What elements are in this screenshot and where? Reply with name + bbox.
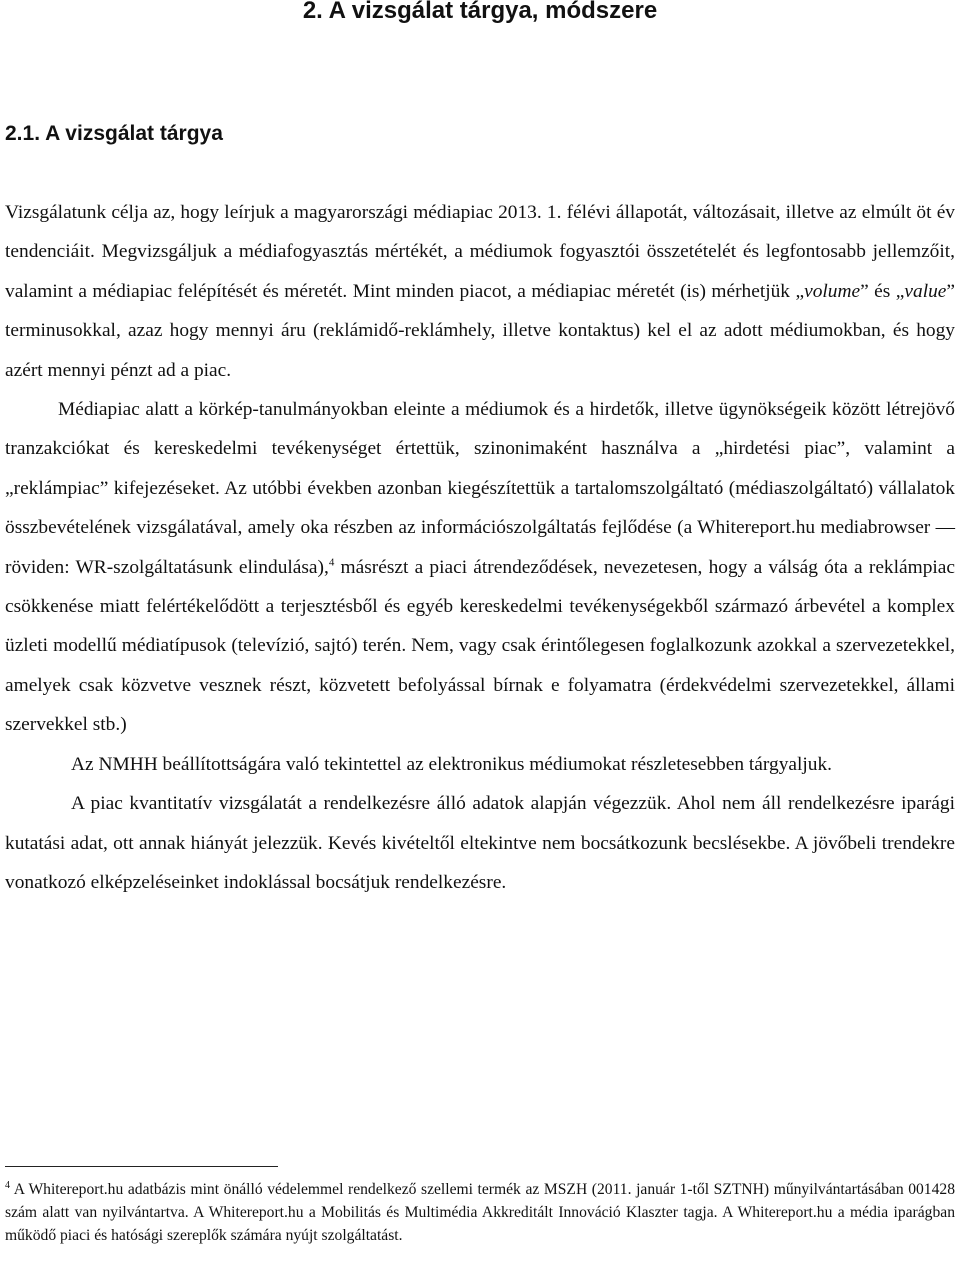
footnote-reference[interactable]: 4 [328, 556, 335, 569]
footnote-text: A Whitereport.hu adatbázis mint önálló védelemmel rendelkező szellemi termék az MSZH (2011. január 1-től SZTNH) műnyilvántartásában 001428 szám alatt van nyilvántartva. A Whitereport.hu a Mobilitás és Multimédia Akkreditált Innováció Klaszter tagja. A Whitereport.hu a média iparágban működő piaci és hatósági szereplők számára nyújt szolgáltatást. [5, 1181, 955, 1244]
paragraph-1-text-a: Vizsgálatunk célja az, hogy leírjuk a magyarországi médiapiac 2013. 1. félévi állapotát, változásait, illetve az elmúlt öt év tendenciáit. Megvizsgáljuk a médiafogyasztás mértékét, a médiumok fogyasztói összetételét és legfontosabb jellemzőit, valamint a médiapiac felépítését és méretét. Mint minden piacot, a médiapiac méretét (is) mérhetjük „ [5, 202, 955, 302]
paragraph-2 [5, 390, 955, 745]
paragraph-1 [5, 193, 955, 390]
paragraph-2-text-b: másrészt a piaci átrendeződések, nevezetesen, hogy a válság óta a reklámpiac csökkenése miatt felértékelődött a terjesztésből és egyéb kereskedelmi tevékenységekből származó árbevétel a komplex üzleti modellű médiatípusok (televízió, sajtó) terén. Nem, vagy csak érintőlegesen foglalkozunk azokkal a szervezetekkel, amelyek csak közvetve vesznek részt, közvetett befolyással bírnak e folyamatra (érdekvédelmi szervezetekkel, állami szervekkel stb.) [5, 556, 955, 736]
paragraph-2-text-a: Médiapiac alatt a körkép-tanulmányokban eleinte a médiumok és a hirdetők, illetve ügynökségeik között létrejövő tranzakciókat és kereskedelmi tevékenységet értettük, szinonimaként használva a „hirdetési piac”, valamint a „reklámpiac” kifejezéseket. Az utóbbi években azonban kiegészítettük a tartalomszolgáltató (médiaszolgáltató) vállalatok összbevételének vizsgálatával, amely oka részben az információszolgáltatás fejlődése (a Whitereport.hu mediabrowser — röviden: WR-szolgáltatásunk elindulása), [5, 399, 955, 578]
footnote-number: 4 [5, 1179, 10, 1191]
paragraph-1-text-c: ” terminusokkal, azaz hogy mennyi áru (reklámidő-reklámhely, illetve kontaktus) kel el az adott médiumokban, és hogy azért mennyi pénzt ad a piac. [5, 280, 956, 381]
body-text [5, 193, 955, 902]
paragraph-3: Az NMHH beállítottságára való tekintettel az elektronikus médiumokat részletesebben tárgyaljuk. [71, 753, 833, 775]
term-volume: volume [804, 280, 861, 302]
paragraph-4: A piac kvantitatív vizsgálatát a rendelkezésre álló adatok alapján végezzük. Ahol nem áll rendelkezésre iparági kutatási adat, ott annak hiányát jelezzük. Kevés kivételtől eltekintve nem bocsátkozunk becslésekbe. A jövőbeli trendekre vonatkozó elképzeléseinket indoklással bocsátjuk rendelkezésre. [5, 793, 955, 893]
term-value: value [904, 280, 947, 302]
section-title: 2.1. A vizsgálat tárgya [5, 122, 223, 145]
footnote [5, 1178, 955, 1247]
footnote-separator [5, 1166, 278, 1167]
paragraph-1-text-b: ” és „ [860, 280, 905, 302]
chapter-title: 2. A vizsgálat tárgya, módszere [302, 0, 658, 24]
